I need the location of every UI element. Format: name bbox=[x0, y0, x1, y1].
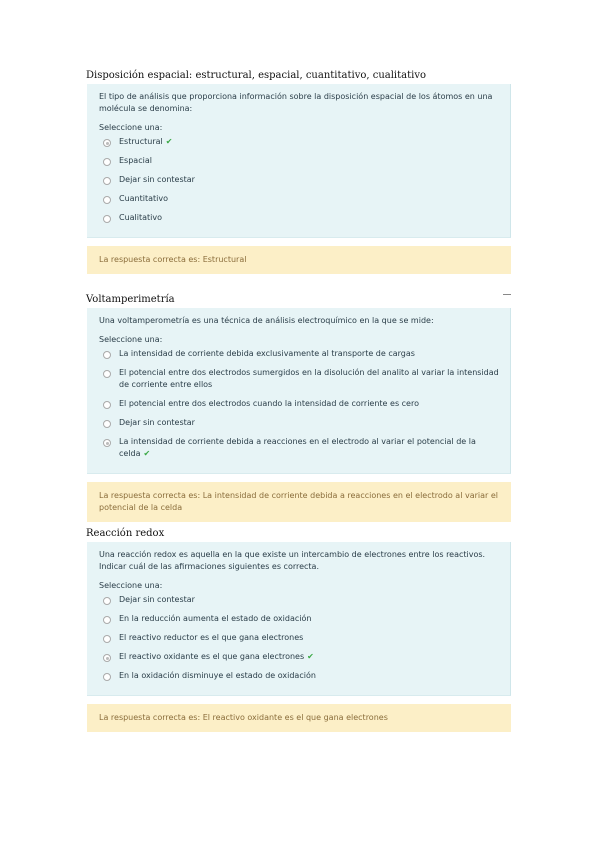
option-label: La intensidad de corriente debida exclusivamente al transporte de cargas bbox=[119, 349, 415, 358]
answer-option[interactable] bbox=[103, 348, 500, 360]
answer-option[interactable] bbox=[103, 594, 500, 606]
feedback-correct-answer: La respuesta correcta es: El reactivo oxidante es el que gana electrones bbox=[87, 704, 511, 732]
radio-button[interactable] bbox=[103, 215, 111, 223]
question-title: Reacción redox bbox=[86, 528, 165, 539]
answer-option[interactable] bbox=[103, 417, 500, 429]
radio-button[interactable] bbox=[103, 196, 111, 204]
radio-button[interactable] bbox=[103, 439, 111, 447]
question-box bbox=[87, 542, 511, 696]
radio-button[interactable] bbox=[103, 139, 111, 147]
radio-button[interactable] bbox=[103, 654, 111, 662]
radio-button[interactable] bbox=[103, 351, 111, 359]
feedback-correct-answer: La respuesta correcta es: La intensidad de corriente debida a reacciones en el electrodo al variar el potencial de la celda bbox=[87, 482, 511, 522]
option-label: El potencial entre dos electrodos cuando la intensidad de corriente es cero bbox=[119, 399, 419, 408]
question-box bbox=[87, 84, 511, 238]
question-text: El tipo de análisis que proporciona información sobre la disposición espacial de los átomos en una molécula se denomina: bbox=[99, 92, 493, 113]
answer-option[interactable] bbox=[103, 212, 500, 224]
radio-button[interactable] bbox=[103, 370, 111, 378]
option-label: Dejar sin contestar bbox=[119, 175, 195, 184]
question-section bbox=[87, 528, 511, 732]
radio-button[interactable] bbox=[103, 401, 111, 409]
check-icon: ✔ bbox=[143, 449, 151, 458]
option-label: Estructural bbox=[119, 137, 163, 146]
answer-option[interactable] bbox=[103, 136, 500, 148]
option-label: El reactivo oxidante es el que gana electrones bbox=[119, 652, 305, 661]
answer-option[interactable] bbox=[103, 613, 500, 625]
question-section bbox=[87, 70, 511, 274]
answer-option[interactable] bbox=[103, 632, 500, 644]
select-label: Seleccione una: bbox=[99, 335, 163, 344]
check-icon: ✔ bbox=[165, 137, 173, 146]
option-label: En la reducción aumenta el estado de oxidación bbox=[119, 614, 312, 623]
question-title: Voltamperimetría bbox=[86, 294, 175, 305]
radio-button[interactable] bbox=[103, 158, 111, 166]
question-text: Una reacción redox es aquella en la que existe un intercambio de electrones entre los reactivos. Indicar cuál de las afirmaciones siguientes es correcta. bbox=[99, 550, 486, 571]
option-label: El reactivo reductor es el que gana electrones bbox=[119, 633, 304, 642]
select-label: Seleccione una: bbox=[99, 581, 163, 590]
answer-option[interactable] bbox=[103, 670, 500, 682]
radio-button[interactable] bbox=[103, 635, 111, 643]
question-box bbox=[87, 308, 511, 474]
select-label: Seleccione una: bbox=[99, 123, 163, 132]
question-section bbox=[87, 294, 511, 522]
answer-option[interactable] bbox=[103, 367, 500, 391]
option-label: Cuantitativo bbox=[119, 194, 169, 203]
question-title: Disposición espacial: estructural, espacial, cuantitativo, cualitativo bbox=[86, 70, 426, 81]
radio-button[interactable] bbox=[103, 177, 111, 185]
answer-option[interactable] bbox=[103, 193, 500, 205]
option-label: Dejar sin contestar bbox=[119, 418, 195, 427]
feedback-correct-answer: La respuesta correcta es: Estructural bbox=[87, 246, 511, 274]
option-label: Dejar sin contestar bbox=[119, 595, 195, 604]
option-label: Espacial bbox=[119, 156, 152, 165]
option-label: El potencial entre dos electrodos sumergidos en la disolución del analito al variar la intensidad de corriente entre ellos bbox=[119, 368, 499, 389]
answer-option[interactable] bbox=[103, 398, 500, 410]
answer-option[interactable] bbox=[103, 651, 500, 663]
radio-button[interactable] bbox=[103, 597, 111, 605]
option-label: La intensidad de corriente debida a reacciones en el electrodo al variar el potencial de la celda bbox=[119, 437, 476, 458]
radio-button[interactable] bbox=[103, 673, 111, 681]
answer-option[interactable] bbox=[103, 155, 500, 167]
radio-button[interactable] bbox=[103, 616, 111, 624]
answer-option[interactable] bbox=[103, 174, 500, 186]
answer-option[interactable] bbox=[103, 436, 500, 460]
option-label: En la oxidación disminuye el estado de oxidación bbox=[119, 671, 316, 680]
question-text: Una voltamperometría es una técnica de análisis electroquímico en la que se mide: bbox=[99, 316, 434, 325]
divider bbox=[503, 294, 511, 295]
radio-button[interactable] bbox=[103, 420, 111, 428]
check-icon: ✔ bbox=[307, 652, 314, 661]
option-label: Cualitativo bbox=[119, 213, 163, 222]
